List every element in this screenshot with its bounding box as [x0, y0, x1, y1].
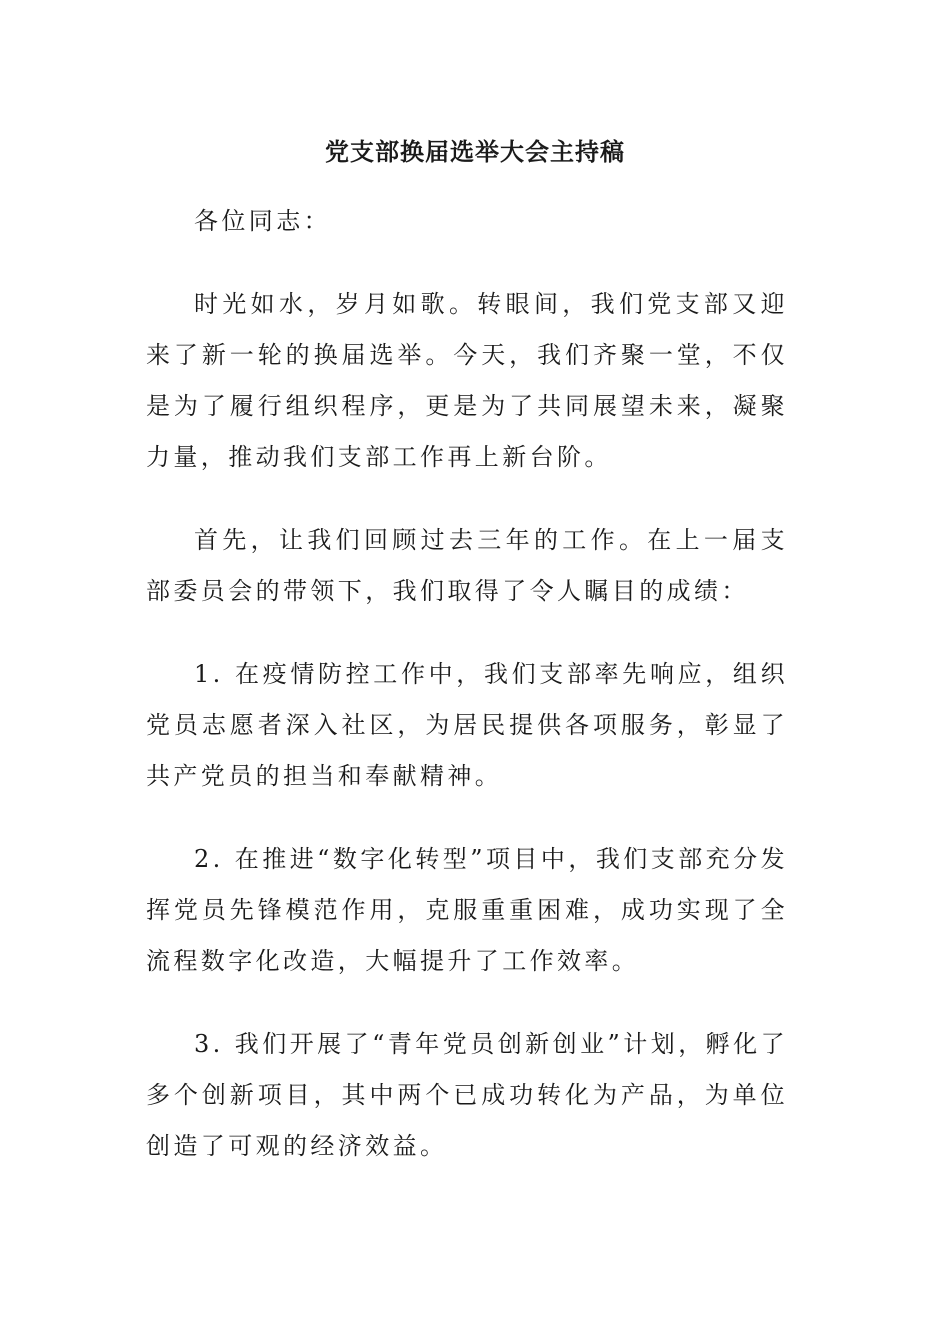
review-intro-paragraph: 首先，让我们回顾过去三年的工作。在上一届支部委员会的带领下，我们取得了令人瞩目的成绩： — [146, 526, 788, 605]
document-title: 党支部换届选举大会主持稿 — [325, 137, 625, 166]
achievement-item-1: 1. 在疫情防控工作中，我们支部率先响应，组织党员志愿者深入社区，为居民提供各项服务，彰显了共产党员的担当和奉献精神。 — [146, 660, 788, 790]
opening-paragraph: 时光如水，岁月如歌。转眼间，我们党支部又迎来了新一轮的换届选举。今天，我们齐聚一堂，不仅是为了履行组织程序，更是为了共同展望未来，凝聚力量，推动我们支部工作再上新台阶。 — [146, 290, 788, 471]
document-body — [146, 196, 788, 1204]
salutation: 各位同志： — [194, 207, 331, 235]
achievement-item-2: 2. 在推进“数字化转型”项目中，我们支部充分发挥党员先锋模范作用，克服重重困难，成功实现了全流程数字化改造，大幅提升了工作效率。 — [146, 845, 788, 975]
achievement-item-3: 3. 我们开展了“青年党员创新创业”计划，孵化了多个创新项目，其中两个已成功转化为产品，为单位创造了可观的经济效益。 — [146, 1030, 788, 1160]
